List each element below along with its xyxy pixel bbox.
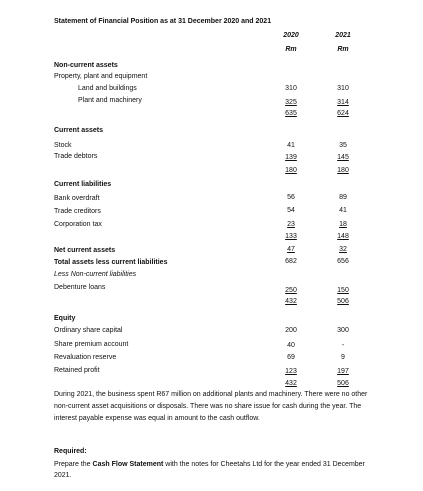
retained-profit-label: Retained profit [54, 367, 100, 374]
nca-total-2020: 635 [285, 110, 297, 117]
stock-label: Stock [54, 142, 72, 149]
corporation-tax-2020: 23 [287, 221, 295, 228]
unit-2020-header: Rm [285, 46, 297, 53]
bank-overdraft-2020: 56 [287, 194, 295, 201]
ordinary-share-capital-2020: 200 [285, 327, 297, 334]
current-assets-heading: Current assets [54, 127, 104, 134]
stock-2020: 41 [287, 142, 295, 149]
ordinary-share-capital-2021: 300 [337, 327, 349, 334]
ca-total-2021: 180 [337, 167, 349, 174]
net-assets-2020: 432 [285, 298, 297, 305]
share-premium-2021: - [341, 342, 345, 349]
bank-overdraft-label: Bank overdraft [54, 195, 100, 202]
ordinary-share-capital-label: Ordinary share capital [54, 327, 123, 334]
land-buildings-label: Land and buildings [78, 85, 137, 92]
share-premium-label: Share premium account [54, 341, 129, 348]
required-text-pre: Prepare the [54, 461, 93, 468]
equity-total-2021: 506 [337, 380, 349, 387]
corporation-tax-label: Corporation tax [54, 221, 102, 228]
plant-machinery-2021: 314 [337, 99, 349, 106]
unit-2021-header: Rm [337, 46, 349, 53]
bank-overdraft-2021: 89 [339, 194, 347, 201]
equity-heading: Equity [54, 315, 76, 322]
debenture-loans-2020: 250 [285, 287, 297, 294]
required-heading: Required: [54, 448, 87, 455]
trade-creditors-2021: 41 [339, 207, 347, 214]
stock-2021: 35 [339, 142, 347, 149]
revaluation-reserve-label: Revaluation reserve [54, 354, 117, 361]
net-current-assets-2020: 47 [287, 246, 295, 253]
net-assets-2021: 506 [337, 298, 349, 305]
plant-machinery-2020: 325 [285, 99, 297, 106]
less-ncl-label: Less Non-current liabilities [54, 271, 137, 278]
retained-profit-2020: 123 [285, 368, 297, 375]
required-text [54, 459, 374, 481]
trade-creditors-2020: 54 [287, 207, 295, 214]
total-assets-less-cl-2020: 682 [285, 258, 297, 265]
net-current-assets-label: Net current assets [54, 247, 116, 254]
land-buildings-2020: 310 [285, 85, 297, 92]
plant-machinery-label: Plant and machinery [78, 97, 142, 104]
trade-debtors-2021: 145 [337, 154, 349, 161]
debenture-loans-label: Debenture loans [54, 284, 106, 291]
net-current-assets-2021: 32 [339, 246, 347, 253]
statement-title: Statement of Financial Position as at 31 December 2020 and 2021 [54, 18, 272, 25]
required-text-bold: Cash Flow Statement [92, 461, 164, 468]
trade-debtors-2020: 139 [285, 154, 297, 161]
required-text-post: with the notes for Cheetahs Ltd for the year ended 31 December 2021. [54, 461, 365, 479]
debenture-loans-2021: 150 [337, 287, 349, 294]
trade-debtors-label: Trade debtors [54, 153, 98, 160]
year-2020-header: 2020 [283, 32, 299, 39]
revaluation-reserve-2020: 69 [287, 354, 295, 361]
cl-total-2020: 133 [285, 233, 297, 240]
cl-total-2021: 148 [337, 233, 349, 240]
retained-profit-2021: 197 [337, 368, 349, 375]
land-buildings-2021: 310 [337, 85, 349, 92]
nca-total-2021: 624 [337, 110, 349, 117]
share-premium-2020: 40 [287, 342, 295, 349]
current-liabilities-heading: Current liabilities [54, 181, 112, 188]
revaluation-reserve-2021: 9 [341, 354, 345, 361]
equity-total-2020: 432 [285, 380, 297, 387]
note-paragraph: During 2021, the business spent R67 million on additional plants and machinery. There were no other non-current asset acquisitions or disposals. There was no share issue for cash during the year. The interest payable expense was equal in amount to the cash outflow. [54, 391, 368, 422]
year-2021-header: 2021 [335, 32, 351, 39]
total-assets-less-cl-label: Total assets less current liabilities [54, 259, 168, 266]
trade-creditors-label: Trade creditors [54, 208, 101, 215]
ca-total-2020: 180 [285, 167, 297, 174]
corporation-tax-2021: 18 [339, 221, 347, 228]
non-current-assets-heading: Non-current assets [54, 62, 118, 69]
ppe-subheading: Property, plant and equipment [54, 73, 148, 80]
total-assets-less-cl-2021: 656 [337, 258, 349, 265]
